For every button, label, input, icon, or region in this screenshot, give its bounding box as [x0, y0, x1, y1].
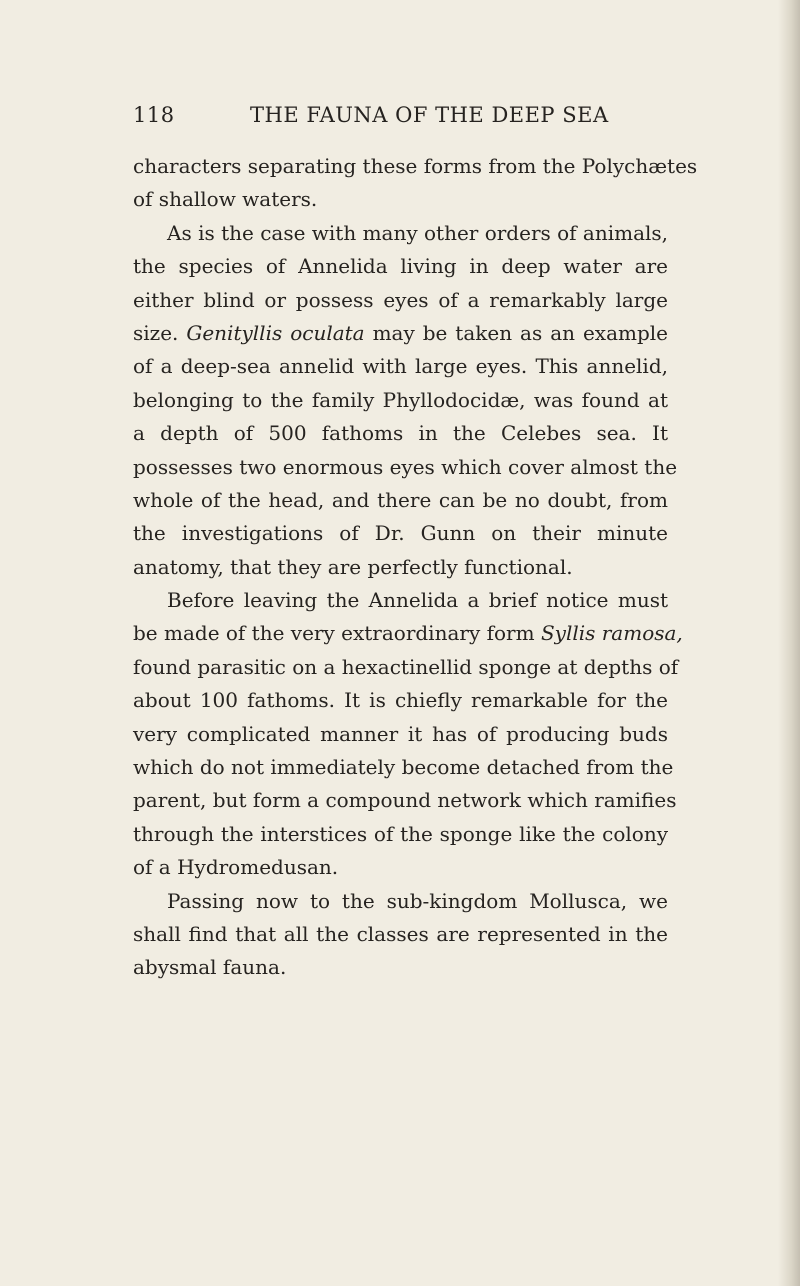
text-line: characters separating these forms from the Polychætes — [133, 154, 698, 178]
running-head — [133, 100, 609, 130]
page-number: 118 — [133, 103, 175, 127]
species-name: Genityllis oculata — [186, 320, 365, 345]
text-line: possesses two enormous eyes which cover almost the — [133, 454, 678, 479]
text-line: of a deep-sea annelid with large eyes. This annelid, — [133, 354, 668, 379]
text-line: either blind or possess eyes of a remarkably large — [133, 287, 668, 312]
text-line: of shallow waters. — [133, 187, 318, 212]
text-line: a depth of 500 fathoms in the Celebes sea. It — [133, 421, 668, 446]
text-line: As is the case with many other orders of animals, — [167, 220, 669, 245]
page-header-title: THE FAUNA OF THE DEEP SEA — [250, 103, 609, 127]
text-segment: may be taken as an example — [364, 320, 669, 345]
text-line: which do not immediately become detached from the — [133, 755, 674, 780]
page-edge-shadow — [778, 0, 800, 1286]
text-line: found parasitic on a hexactinellid sponge at depths of — [133, 654, 679, 679]
text-line: belonging to the family Phyllodocidæ, was found at — [133, 387, 668, 412]
text-line: the species of Annelida living in deep water are — [133, 254, 668, 279]
text-line: whole of the head, and there can be no doubt, from — [133, 487, 668, 512]
text-segment: size. — [133, 320, 187, 345]
text-line: anatomy, that they are perfectly functional. — [133, 554, 573, 579]
text-line — [133, 317, 668, 350]
text-line: the investigations of Dr. Gunn on their minute — [133, 521, 668, 546]
text-line: shall find that all the classes are represented in the — [133, 921, 668, 946]
text-line: of a Hydromedusan. — [133, 855, 339, 880]
text-line: about 100 fathoms. It is chiefly remarkable for the — [133, 688, 668, 713]
text-segment: be made of the very extraordinary form — [133, 621, 541, 646]
text-line: Before leaving the Annelida a brief notice must — [167, 588, 668, 613]
text-line — [133, 617, 683, 650]
text-line: parent, but form a compound network which ramifies — [133, 788, 677, 813]
species-name: Syllis ramosa, — [540, 621, 683, 646]
text-line: through the interstices of the sponge like the colony — [133, 821, 668, 846]
body-text — [133, 150, 698, 985]
text-line: Passing now to the sub-kingdom Mollusca, we — [167, 888, 668, 913]
text-line: abysmal fauna. — [133, 955, 287, 980]
text-line: very complicated manner it has of producing buds — [133, 721, 668, 746]
